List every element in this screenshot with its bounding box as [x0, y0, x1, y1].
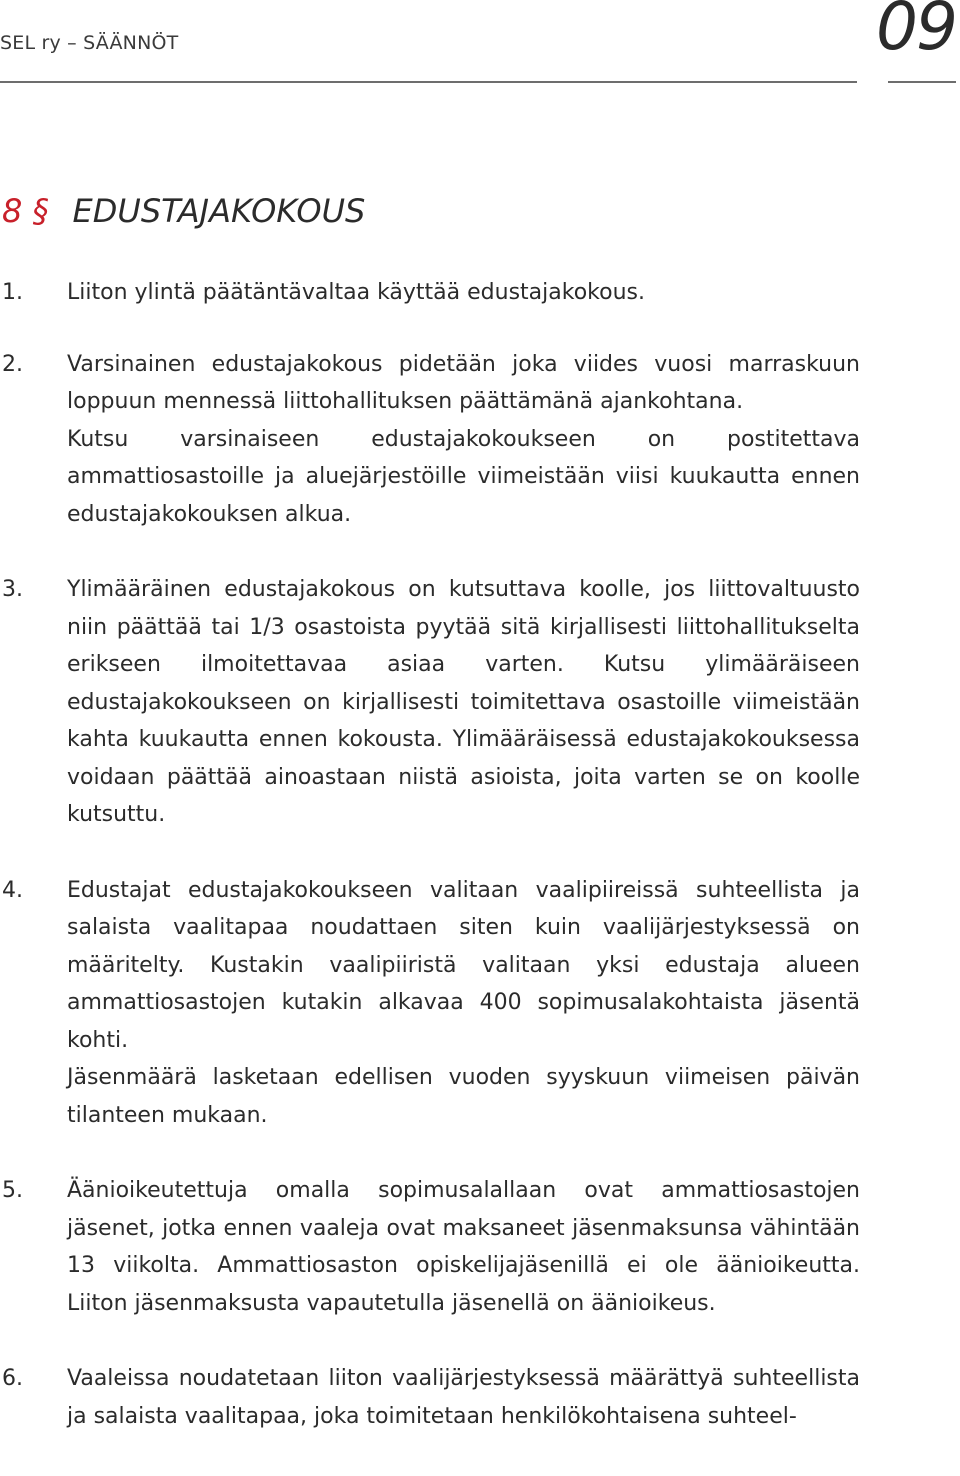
item-number: 3.: [2, 577, 23, 602]
list-item-6: [0, 1360, 860, 1435]
paragraph: Kutsu varsinaiseen edustajakokoukseen on postitettava ammattiosastoille ja aluejärjestöille viimeistään viisi kuukautta ennen edustajakokouksen alkua.: [67, 426, 860, 527]
paragraph: Jäsenmäärä lasketaan edellisen vuoden syyskuun viimeisen päivän tilanteen mukaan.: [67, 1065, 860, 1128]
list-item-4: [0, 872, 860, 1135]
list-item-1: [0, 274, 860, 312]
item-number: 6.: [2, 1366, 23, 1391]
item-body: [67, 1360, 860, 1435]
list-item-5: [0, 1172, 860, 1322]
item-body: [67, 571, 860, 834]
header-rule: [0, 81, 857, 83]
item-number: 5.: [2, 1178, 23, 1203]
item-number: 4.: [2, 877, 23, 903]
section-title: EDUSTAJAKOKOUS: [72, 192, 366, 230]
paragraph: Vaaleissa noudatetaan liiton vaalijärjestyksessä määrättyä suhteellista ja salaista vaalitapaa, joka toimitetaan henkilökohtaisena suhteel-: [67, 1366, 860, 1429]
item-number: 2.: [2, 351, 23, 377]
item-body: [67, 1172, 860, 1322]
paragraph: Liiton ylintä päätäntävaltaa käyttää edustajakokous.: [67, 280, 645, 305]
running-title: SEL ry – SÄÄNNÖT: [0, 32, 179, 54]
paragraph: Ylimääräinen edustajakokous on kutsuttava koolle, jos liittovaltuusto niin päättää tai 1/3 osastoista pyytää sitä kirjallisesti liittohallitukselta erikseen ilmoitettavaa asiaa varten. Kutsu ylimääräiseen edustajakokoukseen on kirjallisesti toimitettava osastoille viimeistään kahta kuukautta ennen kokousta. Ylimääräisessä edustajakokouksessa voidaan päättää ainoastaan niistä asioista, joita varten se on koolle kutsuttu.: [67, 577, 860, 827]
section-body: [0, 274, 860, 1435]
paragraph: Äänioikeutettuja omalla sopimusalallaan ovat ammattiosastojen jäsenet, jotka ennen vaaleja ovat maksaneet jäsenmaksunsa vähintään 13 viikolta. Ammattiosaston opiskelijajäsenillä ei ole äänioikeutta. Liiton jäsenmaksusta vapautetulla jäsenellä on äänioikeus.: [67, 1178, 860, 1316]
section-heading: [2, 192, 365, 230]
section-number: 8 §: [2, 192, 49, 230]
paragraph: Varsinainen edustajakokous pidetään joka viides vuosi marraskuun loppuun mennessä liittohallituksen päättämänä ajankohtana.: [67, 351, 860, 414]
paragraph: Edustajat edustajakokoukseen valitaan vaalipiireissä suhteellista ja salaista vaalitapaa noudattaen siten kuin vaalijärjestyksessä on määritelty. Kustakin vaalipiiristä valitaan yksi edustaja alueen ammattiosastojen kutakin alkavaa 400 sopimusalakohtaista jäsentä kohti.: [67, 877, 860, 1053]
header-rule-right: [888, 81, 956, 83]
item-number: 1.: [2, 280, 23, 305]
item-body: [67, 274, 860, 312]
item-body: [67, 872, 860, 1135]
list-item-2: [0, 346, 860, 534]
item-body: [67, 346, 860, 534]
page-number: 09: [876, 0, 956, 65]
list-item-3: [0, 571, 860, 834]
